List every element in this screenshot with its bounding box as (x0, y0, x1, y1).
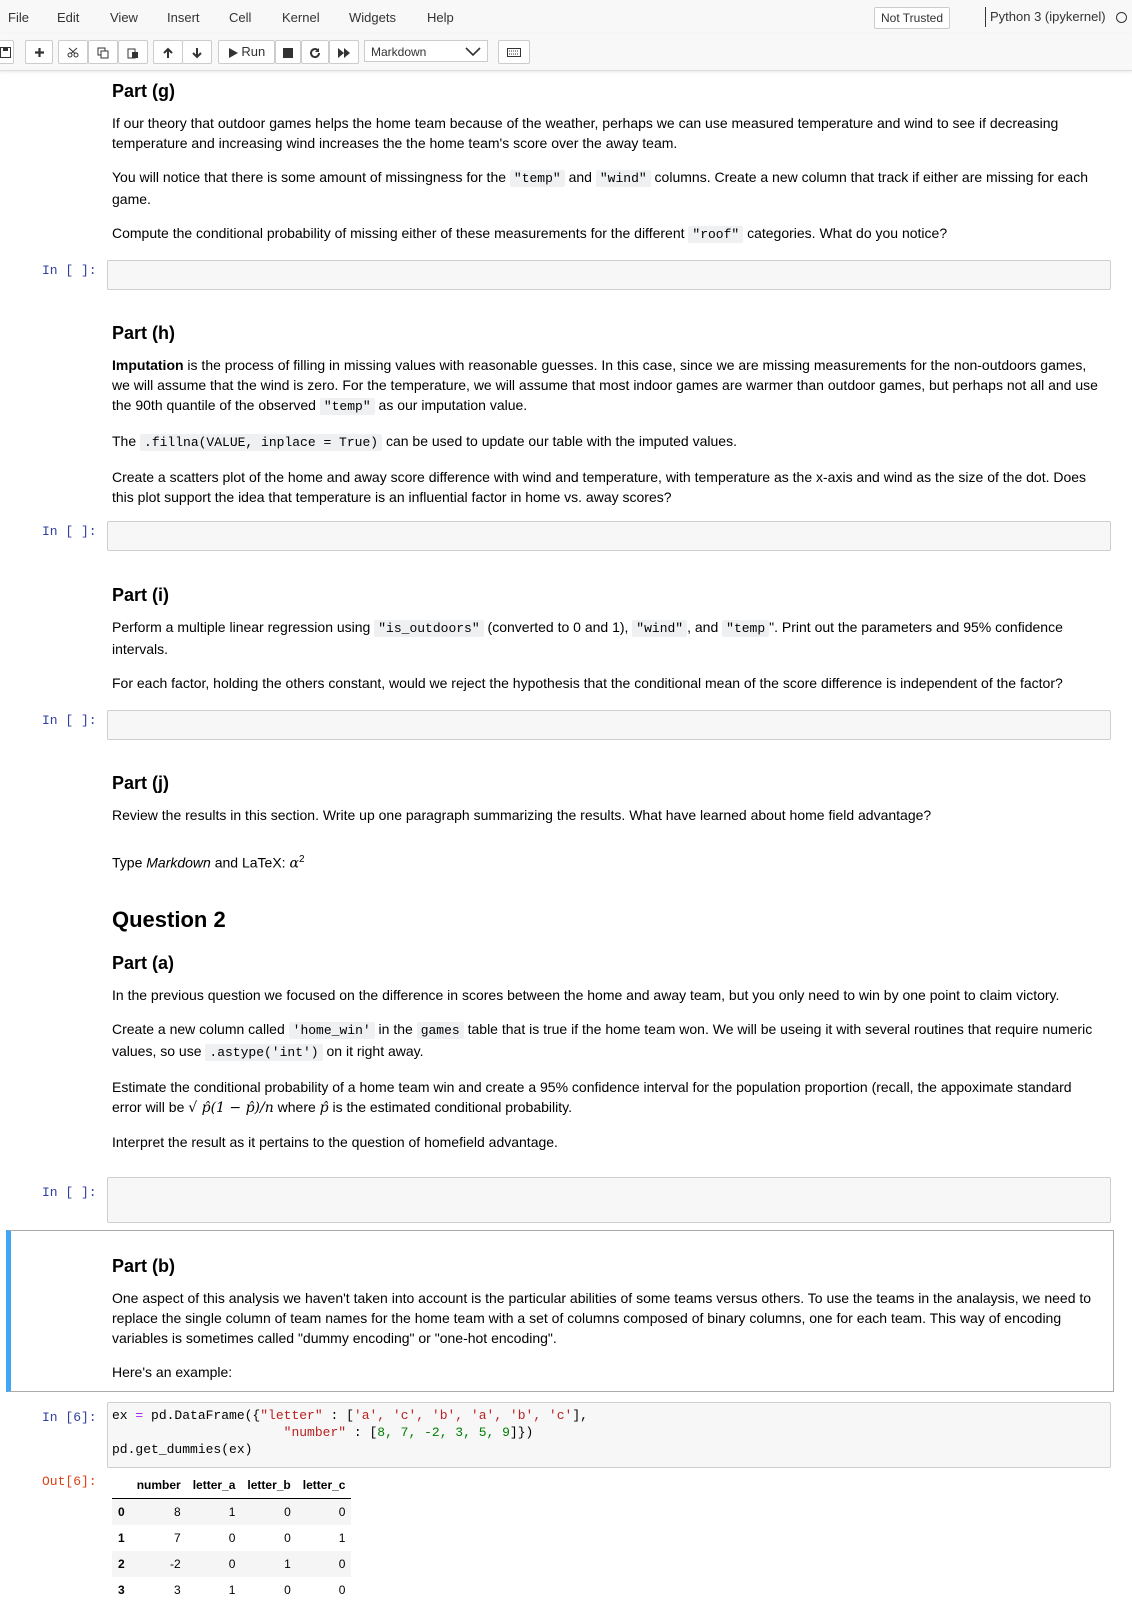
table-cell: 0 (284, 1531, 291, 1545)
fast-forward-icon (338, 48, 351, 58)
menu-help[interactable]: Help (427, 10, 454, 25)
notebook-content (0, 70, 1132, 1600)
toolbar (0, 34, 1132, 71)
part-h-paragraph-2: The .fillna(VALUE, inplace = True) can be used to update our table with the imputed values. (112, 433, 737, 450)
stop-icon (283, 48, 293, 58)
run-label: Run (241, 44, 266, 59)
part-g-paragraph-2: You will notice that there is some amount of missingness for the "temp" and "wind" columns. Create a new column that track if either are missing for each game. (112, 169, 1088, 207)
paste-icon (127, 47, 139, 59)
part-i-heading: Part (i) (112, 585, 170, 605)
trust-indicator[interactable]: Not Trusted (874, 7, 950, 29)
output-prompt-6: Out[6]: (42, 1474, 97, 1489)
markdown-cell-question-2[interactable] (112, 906, 1104, 1152)
table-index: 1 (118, 1531, 125, 1545)
table-cell: 3 (174, 1583, 181, 1597)
run-button[interactable] (218, 40, 275, 64)
markdown-cell-part-b[interactable] (112, 1255, 1104, 1382)
menu-edit[interactable]: Edit (57, 10, 80, 25)
markdown-cell-part-h[interactable] (112, 322, 1104, 507)
table-cell: 1 (228, 1583, 236, 1597)
arrow-down-icon (191, 47, 203, 59)
markdown-cell-part-g[interactable] (112, 80, 1104, 245)
menu-widgets[interactable]: Widgets (349, 10, 396, 25)
part-j-paragraph-1: Review the results in this section. Write up one paragraph summarizing the results. What have learned about home field advantage? (112, 807, 932, 823)
table-header: letter_a (187, 1472, 242, 1499)
markdown-cell-part-j[interactable] (112, 772, 1104, 874)
cell-type-value: Markdown (371, 45, 427, 59)
table-cell: 0 (338, 1505, 346, 1519)
question-2-heading: Question 2 (112, 907, 226, 932)
table-cell: 0 (228, 1557, 236, 1571)
kernel-name[interactable]: Python 3 (ipykernel) (985, 7, 1106, 27)
save-button[interactable] (0, 40, 14, 64)
kernel-status-icon (1116, 12, 1127, 23)
part-h-heading: Part (h) (112, 323, 175, 343)
part-j-paragraph-2: Type Markdown and LaTeX: $\alpha^2$ (112, 854, 305, 872)
input-prompt: In [ ]: (42, 1185, 97, 1200)
copy-icon (97, 47, 109, 59)
table-cell: 1 (284, 1557, 291, 1571)
menu-view[interactable]: View (110, 10, 138, 25)
move-down-button[interactable] (182, 40, 212, 64)
table-row (112, 1525, 351, 1551)
arrow-up-icon (162, 47, 174, 59)
input-prompt: In [ ]: (42, 713, 97, 728)
code-input-cell[interactable] (107, 710, 1111, 740)
table-index: 2 (118, 1557, 125, 1571)
table-header: number (131, 1472, 187, 1499)
part-j-heading: Part (j) (112, 773, 170, 793)
restart-button[interactable] (301, 40, 329, 64)
restart-icon (309, 47, 321, 59)
part-i-paragraph-2: For each factor, holding the others constant, would we reject the hypothesis that the conditional mean of the score difference is independent of the factor? (112, 675, 1063, 691)
table-cell: 1 (338, 1531, 346, 1545)
table-index: 3 (118, 1583, 125, 1597)
dataframe-output (112, 1472, 351, 1603)
plus-icon (34, 47, 45, 58)
cut-button[interactable] (58, 40, 88, 64)
code-input-cell-6[interactable] (107, 1402, 1111, 1468)
input-prompt: In [ ]: (42, 524, 97, 539)
part-g-heading: Part (g) (112, 81, 175, 101)
table-index: 0 (118, 1505, 125, 1519)
paste-button[interactable] (118, 40, 148, 64)
menu-bar (0, 0, 1132, 35)
menu-cell[interactable]: Cell (229, 10, 252, 25)
part-h-paragraph-3: Create a scatters plot of the home and away score difference with wind and temperature, with temperature as the x-axis and wind as the size of the dot. Does this plot support the idea that temperature is an influential factor in home vs. away scores? (112, 469, 1087, 505)
input-prompt-6: In [6]: (42, 1410, 97, 1425)
table-header-row (112, 1472, 351, 1499)
chevron-down-icon (465, 47, 481, 57)
input-prompt: In [ ]: (42, 263, 97, 278)
menu-file[interactable]: File (8, 10, 29, 25)
restart-run-all-button[interactable] (329, 40, 359, 64)
table-cell: 0 (284, 1505, 291, 1519)
part-a-paragraph-4: Interpret the result as it pertains to the question of homefield advantage. (112, 1134, 558, 1150)
part-h-paragraph-1: Imputation is the process of filling in missing values with reasonable guesses. In this case, since we are missing measurements for the non-outdoors games, we will assume that the wind is zero. For the temperature, we will assume that most indoor games are warmer than outdoor games, but perhaps not all and use the 90th quantile of the observed "temp" as our imputation value. (112, 357, 1098, 414)
markdown-cell-part-i[interactable] (112, 584, 1104, 693)
code-input-cell[interactable] (107, 1177, 1111, 1223)
code-input-cell[interactable] (107, 521, 1111, 551)
table-cell: 0 (338, 1583, 346, 1597)
part-a-paragraph-3: Estimate the conditional probability of a home team win and create a 95% confidence interval for the population proportion (recall, the appoximate standard error will be √ p̂(1 − p̂)/n where p̂ is the estimated conditional probability. (112, 1079, 1072, 1116)
move-up-button[interactable] (153, 40, 183, 64)
keyboard-icon (507, 48, 521, 57)
table-cell: 1 (228, 1505, 236, 1519)
menu-insert[interactable]: Insert (167, 10, 200, 25)
scissors-icon (67, 47, 79, 58)
menu-kernel[interactable]: Kernel (282, 10, 320, 25)
insert-cell-button[interactable] (25, 40, 53, 64)
copy-button[interactable] (88, 40, 118, 64)
table-cell: 0 (228, 1531, 236, 1545)
part-g-paragraph-1: If our theory that outdoor games helps the home team because of the weather, perhaps we can use measured temperature and wind to see if decreasing temperature and increasing wind increases the the home team's score over the away team. (112, 115, 1059, 151)
table-row (112, 1577, 351, 1603)
part-a-heading: Part (a) (112, 953, 175, 973)
part-i-paragraph-1: Perform a multiple linear regression using "is_outdoors" (converted to 0 and 1), "wind" , and "temp ". Print out the parameters and 95% confidence intervals. (112, 619, 1063, 657)
interrupt-button[interactable] (275, 40, 301, 64)
part-b-paragraph-2: Here's an example: (112, 1364, 233, 1380)
code-content: ex = pd.DataFrame({"letter" : ['a', 'c', 'b', 'a', 'b', 'c'], "number" : [8, 7, -2, 3, 5, 9]}) pd.get_dummies(ex) (112, 1408, 588, 1457)
part-a-paragraph-1: In the previous question we focused on the difference in scores between the home and away team, but you only need to win by one point to claim victory. (112, 987, 1060, 1003)
table-header: letter_b (241, 1472, 296, 1499)
play-icon (228, 48, 238, 58)
table-row (112, 1551, 351, 1577)
table-cell: 0 (284, 1583, 291, 1597)
code-input-cell[interactable] (107, 260, 1111, 290)
table-cell: 7 (174, 1531, 181, 1545)
cell-type-select[interactable] (364, 40, 488, 62)
part-g-paragraph-3: Compute the conditional probability of missing either of these measurements for the different "roof" categories. What do you notice? (112, 225, 948, 242)
part-b-heading: Part (b) (112, 1256, 175, 1276)
table-cell: 8 (174, 1505, 181, 1519)
table-header: letter_c (297, 1472, 352, 1499)
part-a-paragraph-2: Create a new column called 'home_win' in the games table that is true if the home team won. We will be useing it with several routines that require numeric values, so use .astype('int') on it right away. (112, 1021, 1093, 1060)
table-cell: 0 (338, 1557, 346, 1571)
command-palette-button[interactable] (498, 40, 530, 64)
part-b-paragraph-1: One aspect of this analysis we haven't taken into account is the particular abilities of some teams versus others. To use the teams in the analaysis, we need to replace the single column of team names for the home team with a set of columns composed of binary columns, one for each team. This way of encoding variables is sometimes called "dummy encoding" or "one-hot encoding". (112, 1290, 1092, 1346)
table-cell: -2 (170, 1557, 181, 1571)
table-header (112, 1472, 131, 1499)
table-row (112, 1499, 351, 1526)
save-icon (0, 47, 11, 58)
